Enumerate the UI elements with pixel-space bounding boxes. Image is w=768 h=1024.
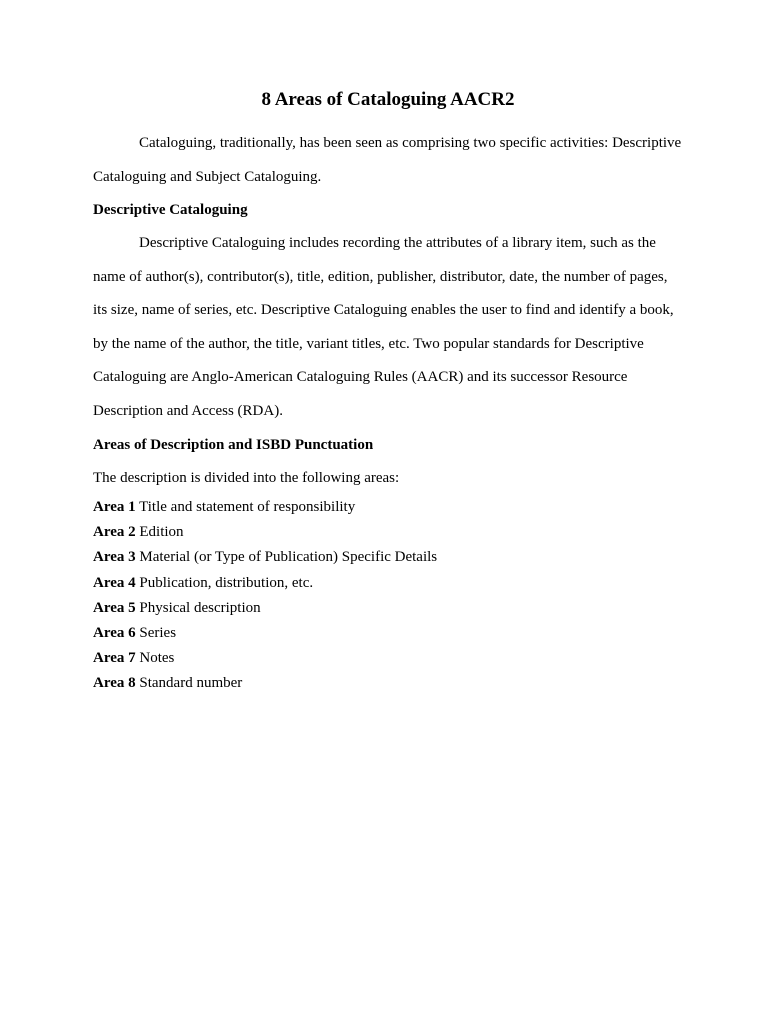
- areas-lead-text: The description is divided into the following areas:: [93, 470, 400, 486]
- area-label: Area 8: [93, 675, 136, 692]
- area-label: Area 1: [93, 499, 136, 515]
- area-item-2: [93, 520, 437, 545]
- area-item-4: [93, 571, 437, 596]
- area-label: Area 5: [93, 599, 136, 616]
- area-text: Physical description: [135, 599, 261, 616]
- area-label: Area 2: [93, 524, 136, 541]
- area-item-1: [93, 495, 437, 520]
- area-item-7: [93, 646, 437, 671]
- area-text: Notes: [135, 650, 175, 667]
- intro-paragraph: Cataloguing, traditionally, has been seen as comprising two specific activities: Descriptive Cataloguing and Subject Cataloguing.: [93, 135, 682, 185]
- area-label: Area 4: [93, 574, 136, 591]
- area-item-5: [93, 596, 437, 621]
- area-label: Area 6: [93, 625, 136, 642]
- area-item-8: [93, 671, 437, 696]
- area-text: Standard number: [135, 675, 243, 692]
- descriptive-cataloguing-paragraph: Descriptive Cataloguing includes recording the attributes of a library item, such as the name of author(s), contributor(s), title, edition, publisher, distributor, date, the number of pages, its size, name of series, etc. Descriptive Cataloguing enables the user to find and identify a book, by the name of the author, the title, variant titles, etc. Two popular standards for Descriptive Cataloguing are Anglo-American Cataloguing Rules (AACR) and its successor Resource Description and Access (RDA).: [93, 235, 674, 419]
- area-label: Area 3: [93, 549, 136, 566]
- area-text: Title and statement of responsibility: [135, 499, 356, 515]
- area-text: Material (or Type of Publication) Specific Details: [135, 549, 438, 566]
- area-text: Series: [135, 625, 177, 642]
- area-text: Edition: [135, 524, 184, 541]
- area-item-6: [93, 621, 437, 646]
- section-heading-descriptive-cataloguing: Descriptive Cataloguing: [93, 202, 248, 218]
- areas-list: [93, 495, 437, 697]
- area-label: Area 7: [93, 650, 136, 667]
- document-title: 8 Areas of Cataloguing AACR2: [261, 89, 515, 110]
- section-heading-areas-of-description: Areas of Description and ISBD Punctuation: [93, 437, 374, 453]
- area-item-3: [93, 545, 437, 570]
- area-text: Publication, distribution, etc.: [135, 574, 314, 591]
